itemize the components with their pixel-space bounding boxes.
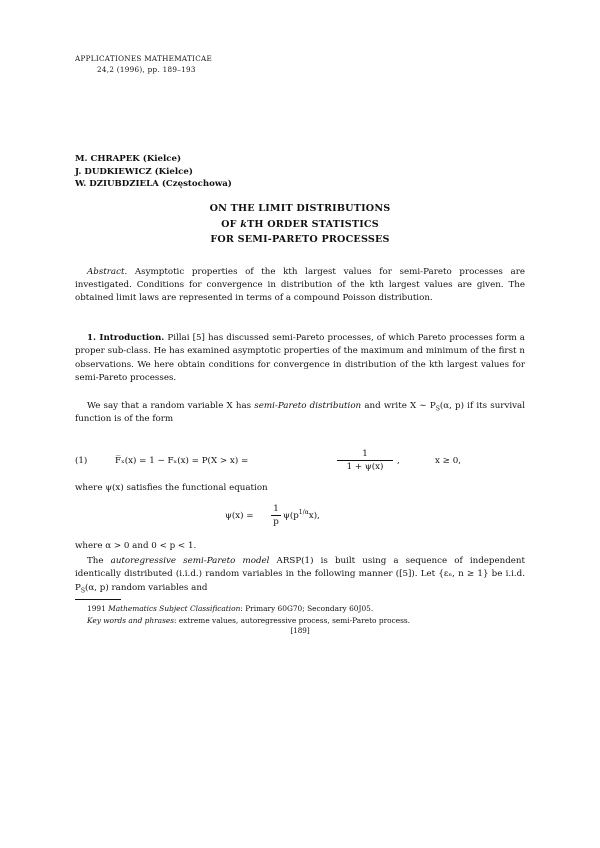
- author-affiliation: (Kielce): [142, 154, 182, 164]
- equation-functional: ψ(x) = $\frac{1}{p}$ $\psi(p^{1/\alpha}x)$,: [225, 504, 320, 527]
- equation-lhs: F̅ₓ(x) = 1 − Fₓ(x) = P(X > x) =: [115, 456, 249, 466]
- journal-volume: 24,2 (1996), pp. 189–193: [97, 65, 196, 74]
- page-number: [189]: [290, 626, 310, 635]
- journal-header: [75, 53, 212, 75]
- text-line: where α > 0 and 0 < p < 1.: [75, 541, 197, 551]
- defined-term: semi-Pareto distribution: [254, 401, 362, 411]
- title-line: OF kTH ORDER STATISTICS: [221, 218, 379, 230]
- section-heading: 1. Introduction.: [87, 333, 165, 343]
- author-affiliation: (Kielce): [154, 166, 193, 177]
- text-line: where ψ(x) satisfies the functional equation: [75, 483, 268, 493]
- abstract-label: Abstract.: [87, 267, 128, 277]
- equation-fraction: $\frac{1}{1 + \psi(x)}$: [337, 448, 393, 473]
- equation-1: (1) F̅ₓ(x) = 1 − Fₓ(x) = P(X > x) = $\frac{1}{1 + \psi(x)}$ , x ≥ 0,: [75, 449, 461, 472]
- definition-paragraph: We say that a random variable X has semi-Pareto distribution and write X ∼ $P_S(\alpha$, p) if its survival function is of the form: [75, 401, 526, 425]
- footnote: [87, 603, 527, 627]
- author-line: [75, 166, 232, 179]
- introduction-paragraph: [75, 332, 525, 385]
- paper-title: [75, 201, 525, 248]
- author-name: J. DUDKIEWICZ: [75, 166, 152, 177]
- equation-fraction: $\frac{1}{p}$: [271, 503, 281, 528]
- model-paragraph: The autoregressive semi-Pareto model ARSP(1) is built using a sequence of independent identically distributed (i.i.d.) random variables in the following manner ([5]). Let {εₙ, n ≥ 1} be i.i.d. $P_S(\alpha$, p) random variables and: [75, 556, 526, 595]
- journal-name: APPLICATIONES MATHEMATICAE: [75, 54, 213, 63]
- author-affiliation: (Częstochowa): [161, 179, 232, 189]
- author-name: W. DZIUBDZIELA: [75, 179, 159, 189]
- author-list: [75, 153, 232, 191]
- equation-number: (1): [75, 456, 88, 466]
- footnote-line: Key words and phrases: extreme values, autoregressive process, semi-Pareto process.: [87, 616, 411, 625]
- footnote-rule: [75, 599, 121, 600]
- defined-term: autoregressive semi-Pareto model: [110, 556, 270, 566]
- abstract: [75, 266, 525, 306]
- title-line: FOR SEMI-PARETO PROCESSES: [210, 234, 390, 245]
- abstract-text: Asymptotic properties of the kth largest values for semi-Pareto processes are investigated. Conditions for convergence in distribution of the kth largest values are given. The obtained limit laws are represented in terms of a compound Poisson distribution.: [75, 267, 525, 304]
- author-line: [75, 153, 232, 166]
- author-line: [75, 178, 232, 191]
- title-line: ON THE LIMIT DISTRIBUTIONS: [209, 203, 391, 214]
- author-name: M. CHRAPEK: [75, 154, 140, 164]
- paragraph-text: Pillai [5] has discussed semi-Pareto processes, of which Pareto processes form a proper sub-class. He has examined asymptotic properties of the maximum and minimum of the first n observations. We here obtain conditions for convergence in distribution of the kth largest values for semi-Pareto processes.: [75, 333, 525, 383]
- footnote-line: 1991 Mathematics Subject Classification: Primary 60G70; Secondary 60J05.: [87, 604, 374, 613]
- equation-condition: x ≥ 0,: [435, 456, 461, 466]
